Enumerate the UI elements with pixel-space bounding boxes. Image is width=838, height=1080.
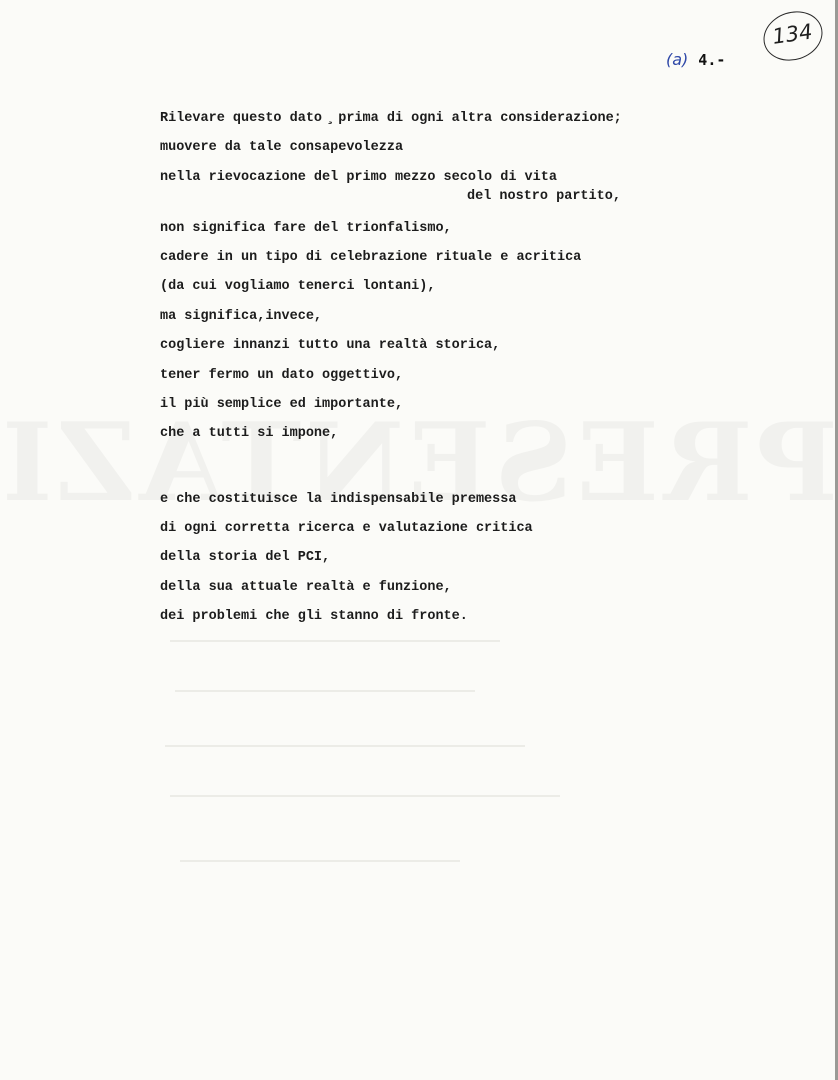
text-line: nella rievocazione del primo mezzo secolo di vita	[160, 169, 557, 185]
text-line: muovere da tale consapevolezza	[160, 140, 404, 156]
show-through-line	[170, 640, 500, 642]
text-line: cadere in un tipo di celebrazione rituale e acritica	[160, 249, 582, 265]
circled-page-number	[757, 4, 829, 68]
typed-text	[160, 104, 622, 632]
text-line-indented: del nostro partito,	[467, 189, 621, 205]
text-line: (da cui vogliamo tenerci lontani),	[160, 279, 436, 295]
text-line: il più semplice ed importante,	[160, 396, 404, 412]
text-line: tener fermo un dato oggettivo,	[160, 367, 404, 383]
text-line: di ogni corretta ricerca e valutazione critica	[160, 521, 533, 537]
page-label	[666, 50, 725, 69]
circled-number-text: 134	[770, 19, 814, 49]
show-through-line	[170, 795, 560, 797]
show-through-line	[175, 690, 475, 692]
text-line: della storia del PCI,	[160, 550, 331, 566]
text-line: Rilevare questo dato ̧ prima di ogni altra considerazione;	[160, 111, 622, 126]
text-line: non significa fare del trionfalismo,	[160, 220, 452, 236]
text-line: cogliere innanzi tutto una realtà storica,	[160, 338, 501, 354]
page-number: 4.-	[698, 51, 726, 69]
text-line: dei problemi che gli stanno di fronte.	[160, 609, 468, 625]
text-line: ma significa,invece,	[160, 308, 323, 324]
text-line: della sua attuale realtà e funzione,	[160, 579, 452, 595]
handwritten-mark: (a)	[666, 50, 689, 69]
show-through-line	[165, 745, 525, 747]
text-line: e che costituisce la indispensabile premessa	[160, 491, 517, 507]
text-line: che a tutti si impone,	[160, 426, 339, 442]
show-through-line	[180, 860, 460, 862]
